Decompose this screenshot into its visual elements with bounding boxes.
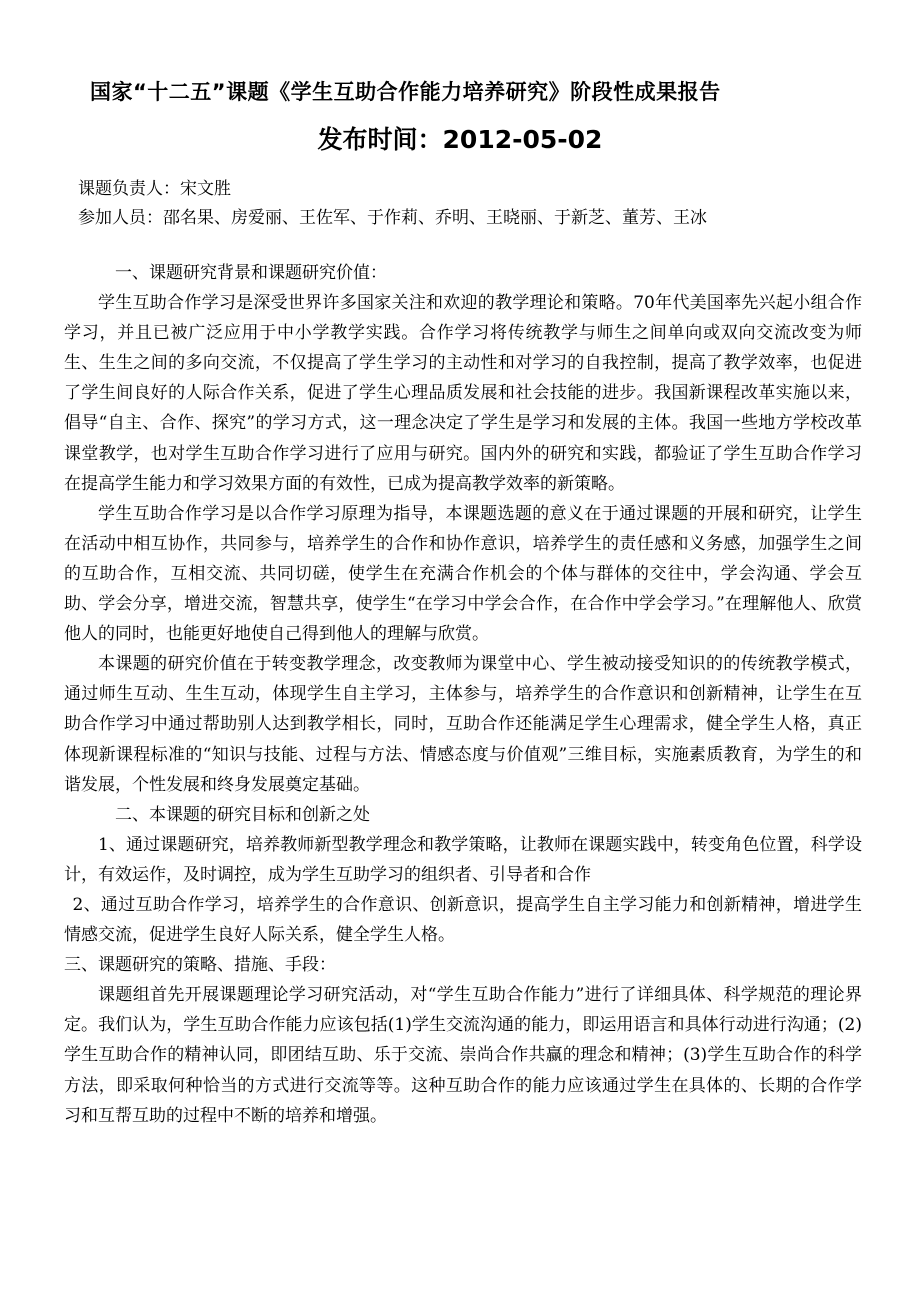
project-leader: 课题负责人：宋文胜 (78, 179, 231, 199)
section-3-heading: 三、课题研究的策略、措施、手段： (64, 955, 336, 976)
section-1-paragraph-3: 本课题的研究价值在于转变教学理念，改变教师为课堂中心、学生被动接受知识的的传统教学模式，通过师生互动、生生互动，体现学生自主学习，主体参与，培养学生的合作意识和创新精神，让学生在互助合作学习中通过帮助别人达到教学相长，同时，互助合作还能满足学生心理需求，健全学生人格，真正体现新课程标准的“知识与技能、过程与方法、情感态度与价值观”三维目标，实施素质教育，为学生的和谐发展，个性发展和终身发展奠定基础。 (64, 654, 862, 795)
section-3-paragraph-1: 课题组首先开展课题理论学习研究活动，对“学生互助合作能力”进行了详细具体、科学规范的理论界定。我们认为，学生互助合作能力应该包括(1)学生交流沟通的能力，即运用语言和具体行动进行沟通；(2)学生互助合作的精神认同，即团结互助、乐于交流、崇尚合作共赢的理念和精神；(3)学生互助合作的科学方法，即采取何种恰当的方式进行交流等等。这种互助合作的能力应该通过学生在具体的、长期的合作学习和互帮互助的过程中不断的培养和增强。 (64, 985, 862, 1126)
section-1-paragraph-2: 学生互助合作学习是以合作学习原理为指导，本课题选题的意义在于通过课题的开展和研究，让学生在活动中相互协作，共同参与，培养学生的合作和协作意识，培养学生的责任感和义务感，加强学生之间的互助合作，互相交流、共同切磋，使学生在充满合作机会的个体与群体的交往中，学会沟通、学会互助、学会分享，增进交流，智慧共享，使学生“在学习中学会合作，在合作中学会学习。”在理解他人、欣赏他人的同时，也能更好地使自己得到他人的理解与欣赏。 (64, 503, 862, 645)
report-body (64, 258, 862, 1131)
participants: 参加人员：邵名果、房爱丽、王佐军、于作莉、乔明、王晓丽、于新芝、董芳、王冰 (78, 208, 707, 228)
section-1-paragraph-1: 学生互助合作学习是深受世界许多国家关注和欢迎的教学理论和策略。70年代美国率先兴起小组合作学习，并且已被广泛应用于中小学教学实践。合作学习将传统教学与师生之间单向或双向交流改变为师生、生生之间的多向交流，不仅提高了学生学习的主动性和对学习的自我控制，提高了教学效率，也促进了学生间良好的人际合作关系，促进了学生心理品质发展和社会技能的进步。我国新课程改革实施以来，倡导“自主、合作、探究”的学习方式，这一理念决定了学生是学习和发展的主体。我国一些地方学校改革课堂教学，也对学生互助合作学习进行了应用与研究。国内外的研究和实践，都验证了学生互助合作学习在提高学生能力和学习效果方面的有效性，已成为提高教学效率的新策略。 (64, 293, 862, 494)
section-2-paragraph-1: 1、通过课题研究，培养教师新型教学理念和教学策略，让教师在课题实践中，转变角色位置，科学设计，有效运作，及时调控，成为学生互助学习的组织者、引导者和合作 (64, 834, 862, 885)
publish-time: 发布时间：2012-05-02 (317, 125, 603, 154)
report-title: 国家“十二五”课题《学生互助合作能力培养研究》阶段性成果报告 (90, 80, 721, 104)
section-2-heading: 二、本课题的研究目标和创新之处 (115, 804, 370, 825)
section-1-heading: 一、课题研究背景和课题研究价值： (115, 263, 387, 283)
section-2-paragraph-2: 2、通过互助合作学习，培养学生的合作意识、创新意识，提高学生自主学习能力和创新精神，增进学生情感交流，促进学生良好人际关系，健全学生人格。 (64, 894, 862, 946)
